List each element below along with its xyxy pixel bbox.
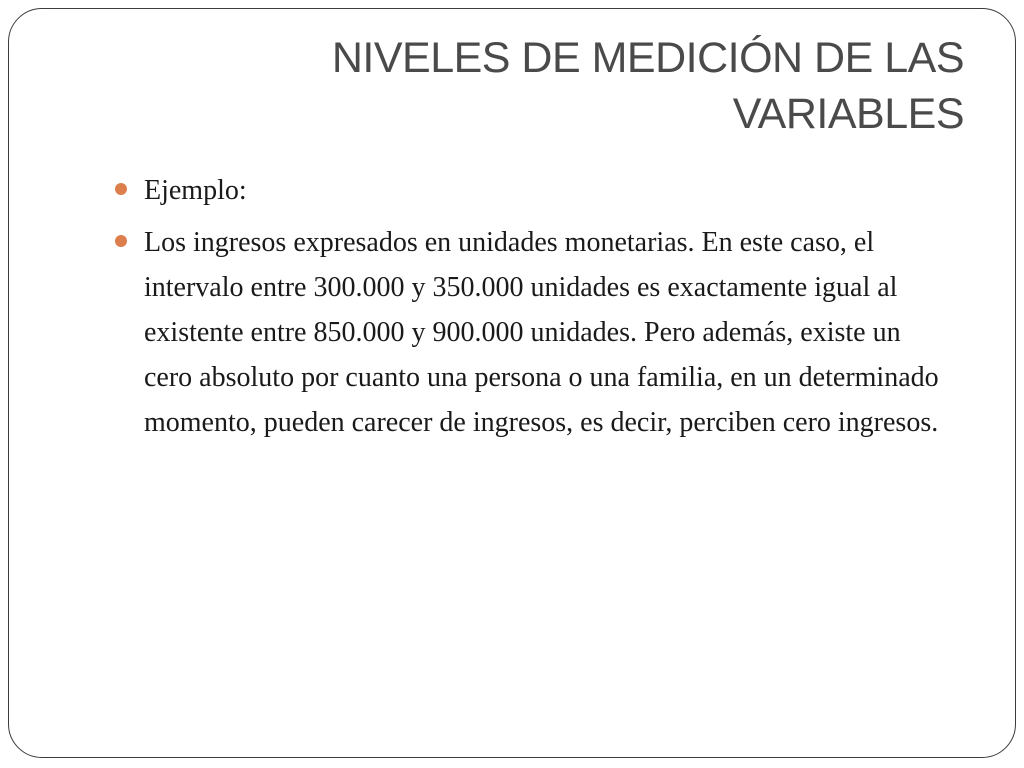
bullet-item (112, 220, 942, 445)
bullet-text: Los ingresos expresados en unidades monetarias. En este caso, el intervalo entre 300.000 y 350.000 unidades es exactamente igual al existente entre 850.000 y 900.000 unidades. Pero además, existe un cero absoluto por cuanto una persona o una familia, en un determinado momento, pueden carecer de ingresos, es decir, perciben cero ingresos. (144, 227, 939, 438)
bullet-item (112, 168, 942, 213)
bullet-dot-icon (115, 183, 127, 195)
bullet-text: Ejemplo: (144, 175, 247, 206)
bullet-dot-icon (115, 235, 127, 247)
slide-title (204, 30, 964, 142)
slide-title-line-1: NIVELES DE MEDICIÓN DE LAS (331, 34, 964, 82)
bullet-list (112, 168, 942, 452)
slide-title-line-2: VARIABLES (732, 90, 964, 138)
